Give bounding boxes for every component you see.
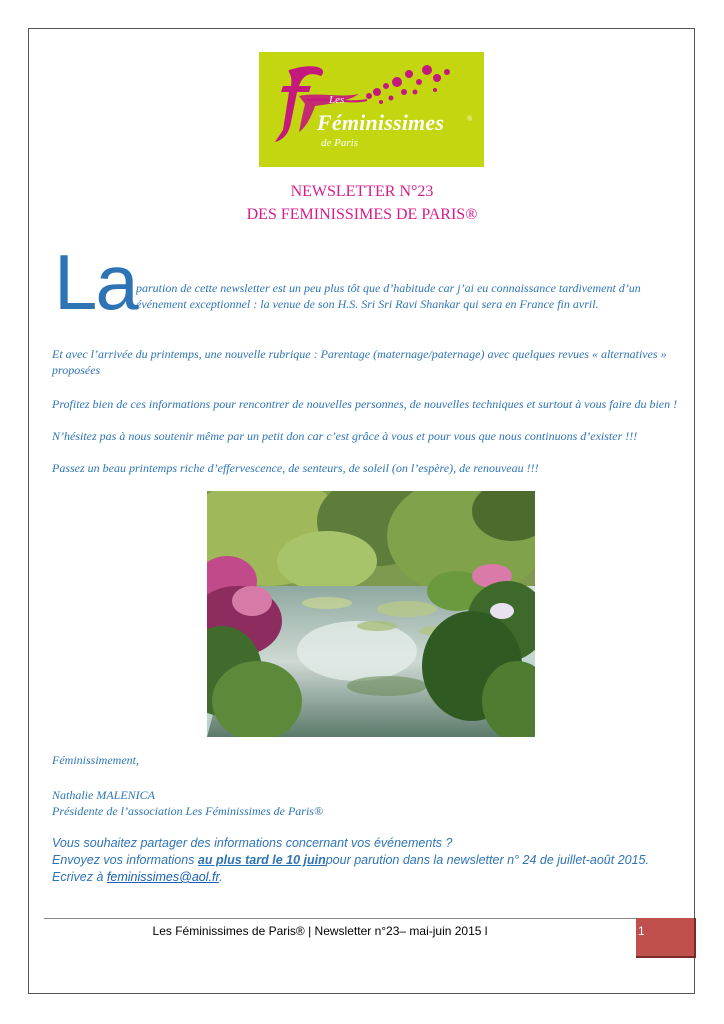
cta-line-deadline bbox=[52, 852, 692, 869]
footer-divider bbox=[44, 918, 636, 919]
signature-role: Présidente de l’association Les Féminissimes de Paris® bbox=[52, 804, 324, 818]
drop-cap: La bbox=[54, 238, 137, 326]
cta-deadline-date: au plus tard le 10 juin bbox=[197, 853, 326, 867]
paragraph-enjoy: Profitez bien de ces informations pour rencontrer de nouvelles personnes, de nouvelles techniques et surtout à vous faire du bien ! bbox=[52, 397, 678, 411]
signature-name: Nathalie MALENICA bbox=[52, 788, 155, 802]
logo-city-text: de Paris bbox=[321, 137, 358, 149]
logo-name-text: Féminissimes bbox=[317, 110, 445, 135]
cta-deadline-suffix: pour parution dans la newsletter n° 24 de juillet-août 2015. bbox=[325, 853, 649, 867]
cta-contact-suffix: . bbox=[219, 870, 223, 884]
logo-les-text: Les bbox=[329, 94, 345, 106]
page-number: 1 bbox=[638, 924, 645, 938]
cta-contact-prefix: Ecrivez à bbox=[52, 870, 107, 884]
logo-registered-mark: ® bbox=[467, 115, 473, 123]
newsletter-subtitle: DES FEMINISSIMES DE PARIS® bbox=[246, 206, 478, 223]
paragraph-spring: Et avec l’arrivée du printemps, une nouvelle rubrique : Parentage (maternage/paternage) avec quelques revues « alternatives » proposées bbox=[52, 347, 667, 377]
paragraph-wishes: Passez un beau printemps riche d’effervescence, de senteurs, de soleil (on l’espère), de renouveau !!! bbox=[52, 461, 539, 475]
cta-line-share: Vous souhaitez partager des informations concernant vos événements ? bbox=[52, 836, 453, 850]
feminissimes-logo bbox=[259, 52, 484, 167]
intro-paragraph: parution de cette newsletter est un peu plus tôt que d’habitude car j’ai eu connaissance tardivement d’un événement exceptionnel : la venue de son H.S. Sri Sri Ravi Shankar qui sera en France fin avril. bbox=[136, 281, 641, 311]
newsletter-title: NEWSLETTER N°23 bbox=[290, 183, 434, 200]
paragraph-support: N’hésitez pas à nous soutenir même par un petit don car c’est grâce à vous et pour vous que nous continuons d’exister !!! bbox=[52, 429, 638, 443]
footer-text: Les Féminissimes de Paris® | Newsletter n°23– mai-juin 2015 l bbox=[152, 924, 488, 938]
cta-line-contact bbox=[52, 869, 692, 886]
garden-pond-photo bbox=[207, 491, 535, 737]
signature-closing: Féminissimement, bbox=[52, 753, 139, 767]
cta-deadline-prefix: Envoyez vos informations bbox=[52, 853, 198, 867]
page-number-box bbox=[636, 918, 696, 958]
email-link[interactable]: feminissimes@aol.fr bbox=[106, 870, 220, 884]
